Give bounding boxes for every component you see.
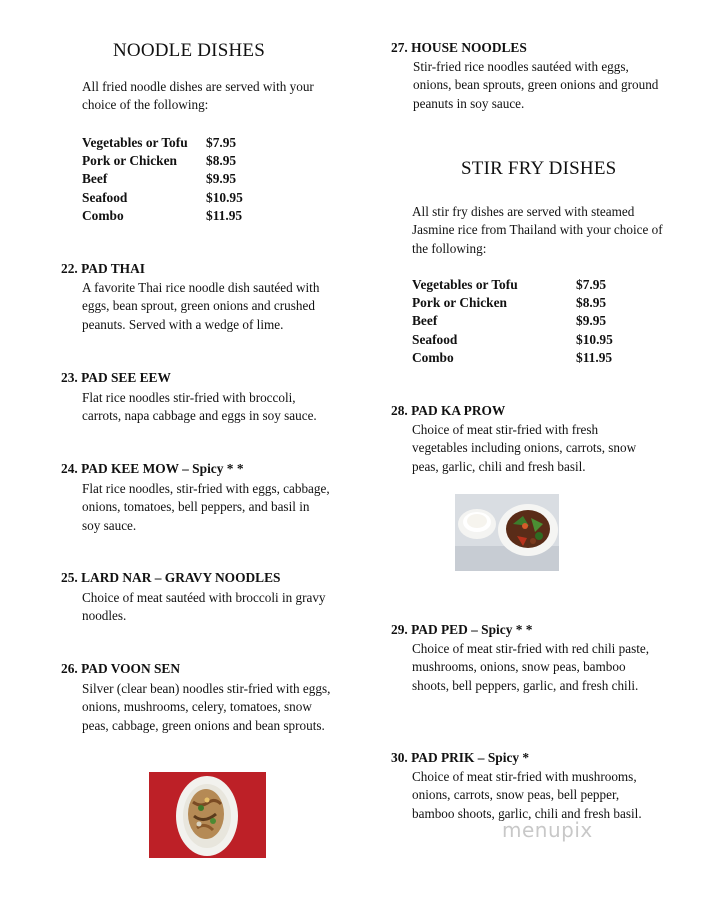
price-item: Pork or Chicken — [82, 153, 177, 169]
price-value: $10.95 — [576, 331, 613, 347]
price-row — [82, 170, 243, 188]
price-row — [412, 349, 613, 367]
dish-description: A favorite Thai rice noodle dish sautéed with eggs, bean sprout, green onions and crushed peanuts. Served with a wedge of lime. — [82, 280, 320, 332]
dish-title: 23. PAD SEE EEW — [61, 370, 171, 385]
stir-fry-price-table — [412, 276, 613, 367]
dish-description: Choice of meat stir-fried with red chili paste, mushrooms, onions, snow peas, bamboo shoots, bell peppers, garlic, and fresh chili. — [412, 641, 650, 693]
dish-title: 27. HOUSE NOODLES — [391, 40, 527, 55]
dish-description: Stir-fried rice noodles sautéed with eggs, onions, bean sprouts, green onions and ground peanuts in soy sauce. — [413, 59, 659, 111]
price-value: $7.95 — [576, 277, 607, 292]
price-item: Seafood — [412, 331, 458, 347]
dish-title: 28. PAD KA PROW — [391, 403, 506, 418]
price-row — [82, 134, 243, 152]
dish-description: Flat rice noodles stir-fried with broccoli, carrots, napa cabbage and eggs in soy sauce. — [82, 390, 317, 424]
price-item: Pork or Chicken — [412, 295, 507, 311]
dish-title: 22. PAD THAI — [61, 261, 145, 276]
noodle-price-table — [82, 134, 243, 225]
price-item: Combo — [82, 207, 124, 223]
price-value: $10.95 — [206, 189, 243, 205]
price-item: Vegetables or Tofu — [82, 135, 188, 150]
price-value: $11.95 — [576, 349, 613, 365]
menupix-watermark: menupix — [502, 818, 593, 842]
price-row — [82, 152, 243, 170]
dish-description: Choice of meat sautéed with broccoli in gravy noodles. — [82, 590, 326, 624]
price-item: Beef — [412, 313, 438, 329]
price-row — [412, 331, 613, 349]
stir-fry-intro: All stir fry dishes are served with steamed Jasmine rice from Thailand with your choice of the following: — [412, 204, 663, 256]
dish-description: Choice of meat stir-fried with fresh vegetables including onions, carrots, snow peas, garlic, chili and fresh basil. — [412, 422, 637, 474]
price-value: $9.95 — [206, 171, 237, 187]
stir-fry-heading: STIR FRY DISHES — [461, 158, 617, 179]
dish-description: Choice of meat stir-fried with mushrooms, onions, carrots, snow peas, bell pepper, bamboo shoots, garlic, chili and fresh basil. — [412, 769, 642, 821]
stir-fry-photo — [455, 494, 559, 571]
price-row — [82, 207, 243, 225]
dish-title: 26. PAD VOON SEN — [61, 661, 181, 676]
noodle-dishes-heading: NOODLE DISHES — [113, 40, 265, 61]
dish-title: 29. PAD PED – Spicy * * — [391, 622, 533, 637]
dish-title: 24. PAD KEE MOW – Spicy * * — [61, 461, 244, 476]
price-value: $8.95 — [206, 153, 237, 169]
price-value: $11.95 — [206, 207, 243, 223]
price-row — [412, 276, 613, 294]
price-item: Seafood — [82, 189, 128, 205]
price-row — [412, 312, 613, 330]
price-row — [82, 189, 243, 207]
price-item: Vegetables or Tofu — [412, 277, 518, 292]
dish-title: 30. PAD PRIK – Spicy * — [391, 750, 530, 765]
price-value: $8.95 — [576, 295, 607, 311]
price-item: Beef — [82, 171, 108, 187]
noodle-intro: All fried noodle dishes are served with your choice of the following: — [82, 79, 314, 113]
noodle-dish-photo — [149, 772, 266, 858]
dish-description: Flat rice noodles, stir-fried with eggs, cabbage, onions, tomatoes, bell peppers, and basil in soy sauce. — [82, 481, 330, 533]
price-item: Combo — [412, 349, 454, 365]
price-value: $9.95 — [576, 313, 607, 329]
dish-description: Silver (clear bean) noodles stir-fried with eggs, onions, mushrooms, celery, tomatoes, snow peas, cabbage, green onions and bean sprouts. — [82, 681, 331, 733]
dish-title: 25. LARD NAR – GRAVY NOODLES — [61, 570, 281, 585]
price-row — [412, 294, 613, 312]
price-value: $7.95 — [206, 135, 237, 150]
